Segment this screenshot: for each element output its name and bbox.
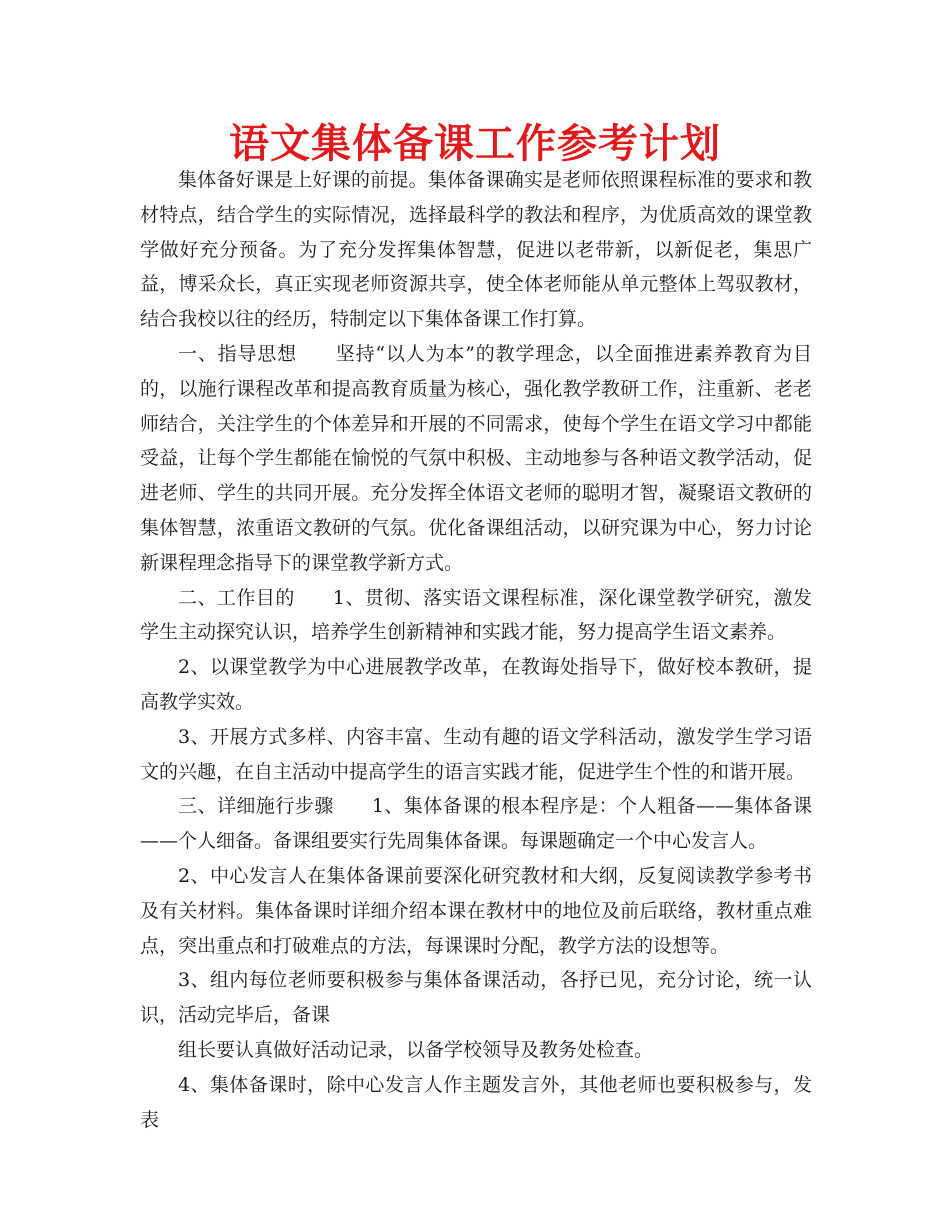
paragraph-intro xyxy=(140,163,812,337)
paragraph-text: 坚持“以人为本”的教学理念，以全面推进素养教育为目的，以施行课程改革和提高教育质量为核心，强化教学教研工作，注重新、老老师结合，关注学生的个体差异和开展的不同需求，使每个学生在语文学习中都能受益，让每个学生都能在愉悦的气氛中积极、主动地参与各种语文教学活动，促进老师、学生的共同开展。充分发挥全体语文老师的聪明才智，凝聚语文教研的集体智慧，浓重语文教研的气氛。优化备课组活动，以研究课为中心，努力讨论新课程理念指导下的课堂教学新方式。 xyxy=(140,342,812,574)
paragraph-text: 1、贯彻、落实语文课程标准，深化课堂教学研究，激发学生主动探究认识，培养学生创新精神和实践才能，努力提高学生语文素养。 xyxy=(140,586,812,644)
paragraph-text: 1、集体备课的根本程序是：个人粗备——集体备课——个人细备。备课组要实行先周集体备课。每课题确定一个中心发言人。 xyxy=(140,795,812,853)
section-heading: 一、指导思想 xyxy=(178,342,297,365)
paragraph-step-3 xyxy=(140,963,812,1033)
paragraph-text: 2、中心发言人在集体备课前要深化研究教材和大纲，反复阅读教学参考书及有关材料。集体备课时详细介绍本课在教材中的地位及前后联络，教材重点难点，突出重点和打破难点的方法，每课课时分配，教学方法的设想等。 xyxy=(140,864,812,957)
paragraph-text: 集体备好课是上好课的前提。集体备课确实是老师依照课程标准的要求和教材特点，结合学生的实际情况，选择最科学的教法和程序，为优质高效的课堂教学做好充分预备。为了充分发挥集体智慧，促进以老带新，以新促老，集思广益，博采众长，真正实现老师资源共享，使全体老师能从单元整体上驾驭教材，结合我校以往的经历，特制定以下集体备课工作打算。 xyxy=(140,169,812,331)
section-heading: 三、详细施行步骤 xyxy=(178,795,334,818)
document-body xyxy=(140,163,812,1137)
paragraph-steps xyxy=(140,789,812,859)
paragraph-guiding-principle xyxy=(140,337,812,581)
paragraph-work-goal xyxy=(140,581,812,651)
paragraph-text: 3、组内每位老师要积极参与集体备课活动，各抒已见，充分讨论，统一认识，活动完毕后，备课 xyxy=(140,969,812,1027)
paragraph-goal-2 xyxy=(140,650,812,720)
paragraph-text: 2、以课堂教学为中心进展教学改革，在教诲处指导下，做好校本教研，提高教学实效。 xyxy=(140,656,812,713)
paragraph-step-3-continued xyxy=(140,1033,812,1068)
document-title: 语文集体备课工作参考计划 xyxy=(229,121,721,167)
paragraph-text: 4、集体备课时，除中心发言人作主题发言外，其他老师也要积极参与，发表 xyxy=(140,1073,812,1131)
paragraph-step-2 xyxy=(140,859,812,963)
paragraph-step-4 xyxy=(140,1068,812,1138)
paragraph-goal-3 xyxy=(140,720,812,790)
section-heading: 二、工作目的 xyxy=(178,586,295,609)
paragraph-text: 组长要认真做好活动记录，以备学校领导及教务处检查。 xyxy=(178,1038,654,1061)
paragraph-text: 3、开展方式多样、内容丰富、生动有趣的语文学科活动，激发学生学习语文的兴趣，在自主活动中提高学生的语言实践才能，促进学生个性的和谐开展。 xyxy=(140,725,812,783)
